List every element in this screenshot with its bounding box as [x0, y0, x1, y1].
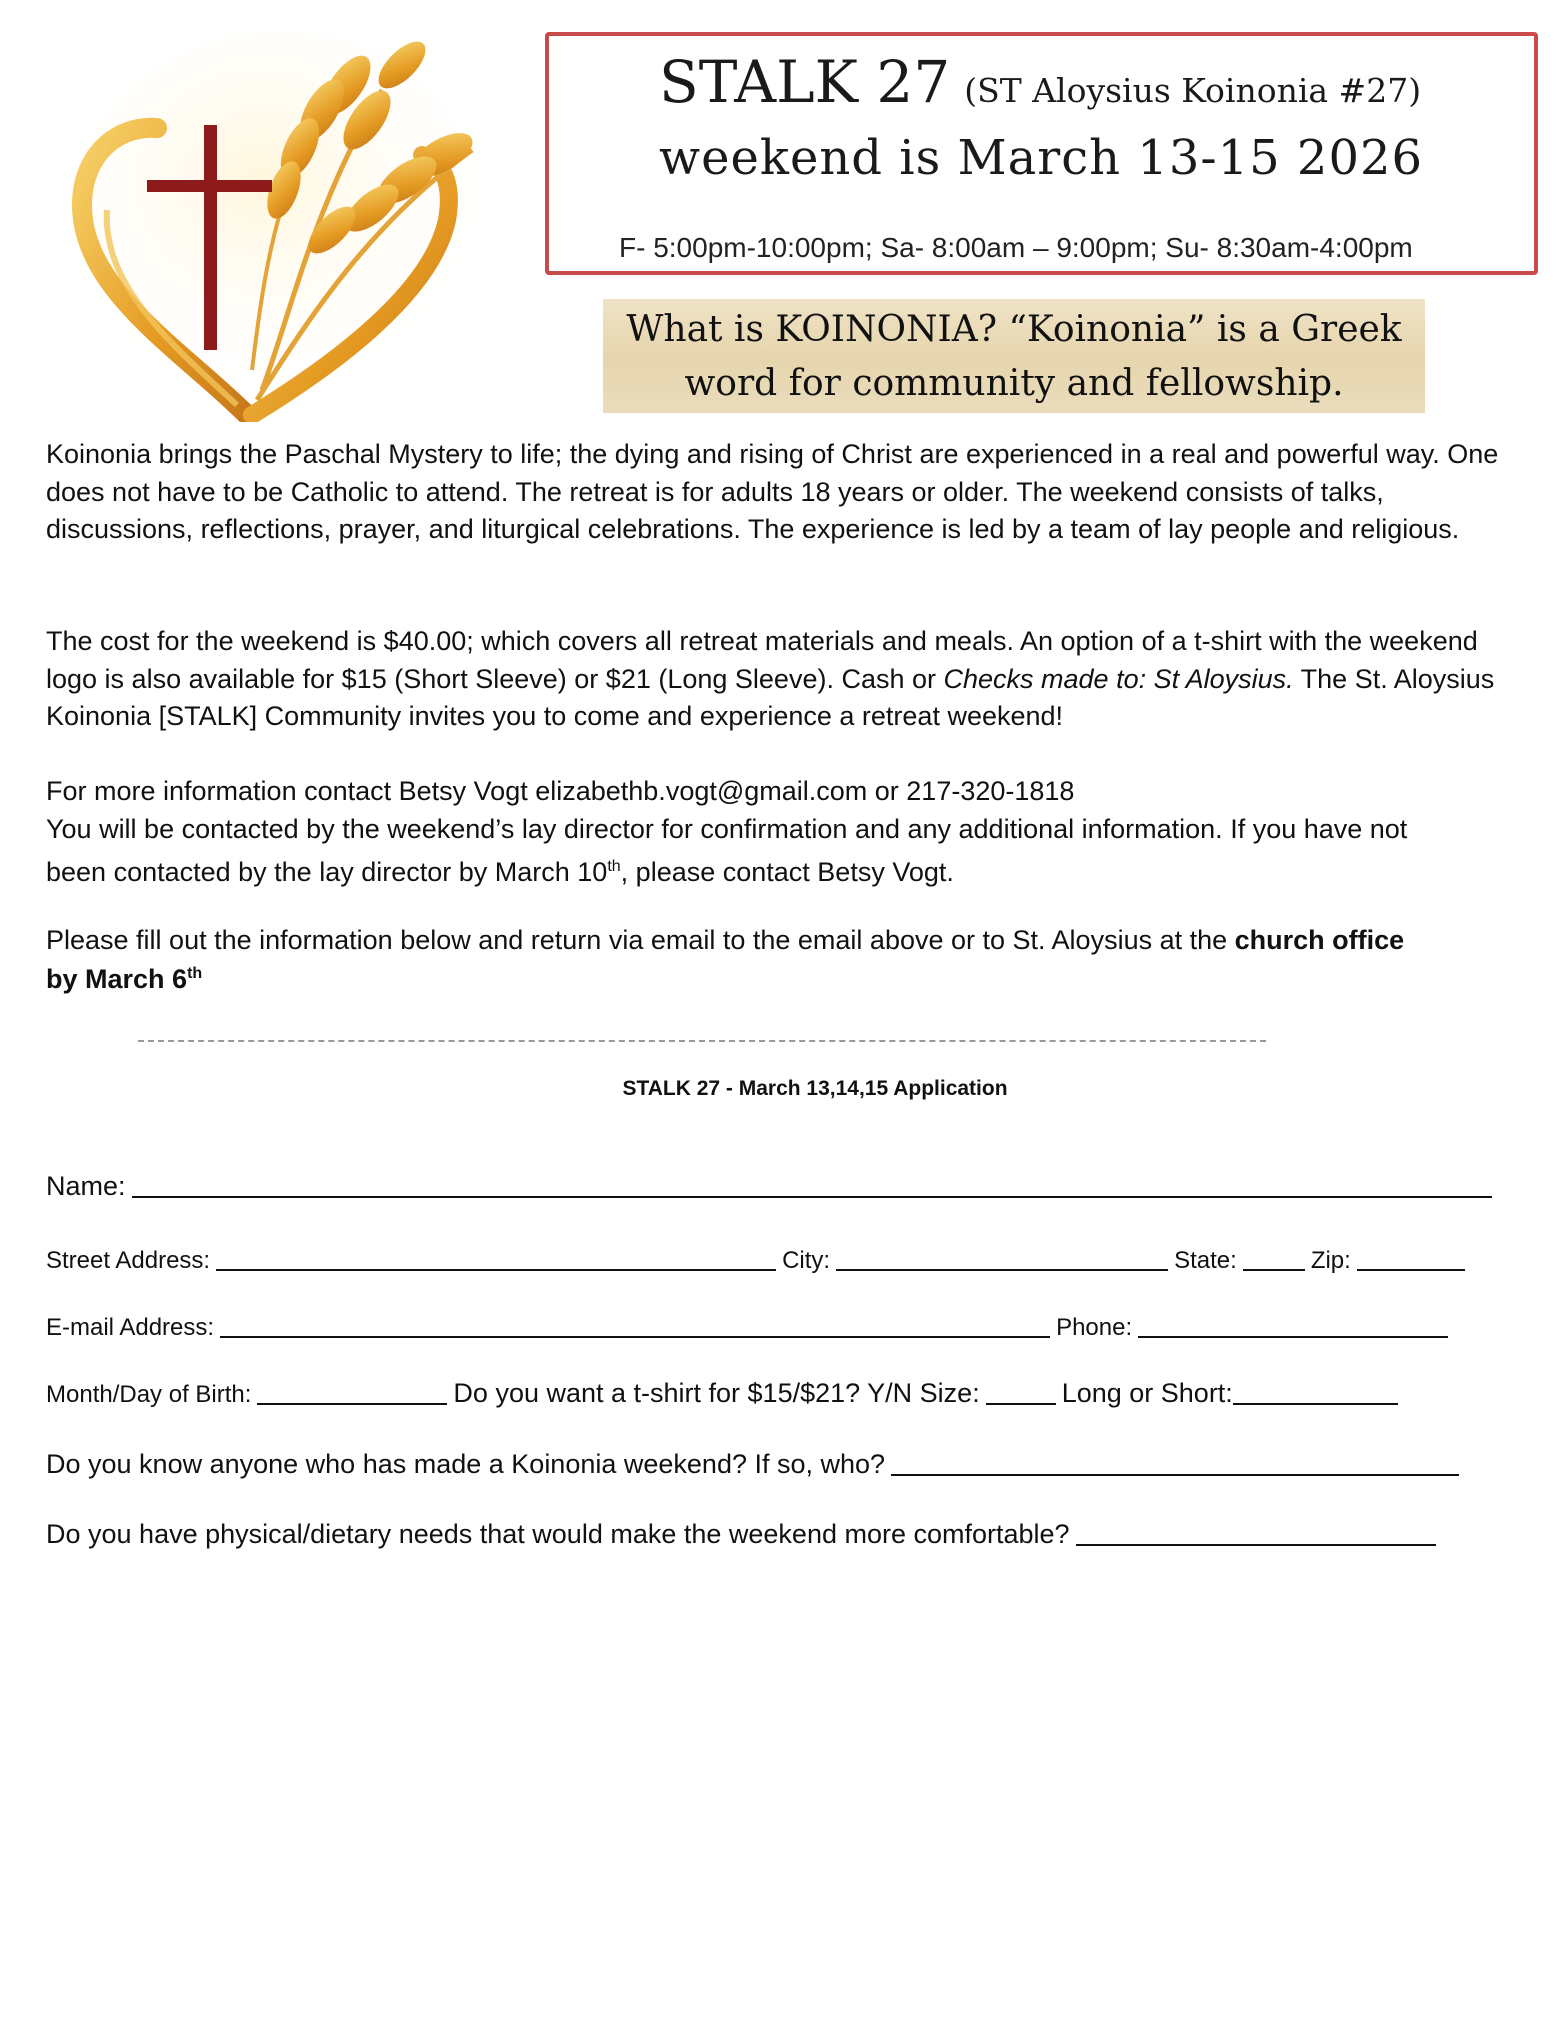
- koinonia-definition-box: [603, 299, 1425, 413]
- diet-field[interactable]: [1076, 1518, 1436, 1546]
- koinonia-line-2: word for community and fellowship.: [684, 363, 1344, 404]
- lay-director-line-2: [46, 854, 1506, 892]
- name-row: [46, 1162, 1516, 1202]
- dietary-needs-row: [46, 1510, 1516, 1550]
- zip-label: Zip:: [1310, 1247, 1351, 1274]
- cost-text-b: The St. Aloysius Koinonia [STALK] Community invites you to come and experience a retreat weekend!: [46, 663, 1495, 731]
- state-label: State:: [1174, 1247, 1237, 1274]
- return-instructions: [46, 922, 1506, 960]
- size-field[interactable]: [986, 1377, 1056, 1405]
- birth-field[interactable]: [257, 1377, 447, 1405]
- state-field[interactable]: [1243, 1243, 1305, 1271]
- title-main: STALK 27: [659, 48, 951, 116]
- birth-label: Month/Day of Birth:: [46, 1381, 252, 1408]
- contact-line: For more information contact Betsy Vogt elizabethb.vogt@gmail.com or 217-320-1818: [46, 776, 1075, 806]
- cost-paragraph: [46, 623, 1506, 736]
- email-field[interactable]: [220, 1310, 1050, 1338]
- birth-tshirt-row: [46, 1369, 1516, 1409]
- email-row: [46, 1302, 1516, 1342]
- title-sub: (ST Aloysius Koinonia #27): [964, 71, 1422, 110]
- return-deadline: [46, 961, 1506, 999]
- application-title: STALK 27 - March 13,14,15 Application: [622, 1077, 1008, 1100]
- phone-label: Phone:: [1056, 1314, 1133, 1341]
- know-anyone-row: [46, 1440, 1516, 1480]
- title-box: [545, 32, 1538, 275]
- koinonia-line-1: What is KOINONIA? “Koinonia” is a Greek: [626, 309, 1402, 350]
- weekend-line: weekend is March 13-15 2026: [659, 130, 1424, 186]
- schedule-line: F- 5:00pm-10:00pm; Sa- 8:00am – 9:00pm; Su- 8:30am-4:00pm: [619, 232, 1413, 263]
- long-short-label: Long or Short:: [1061, 1378, 1233, 1408]
- city-field[interactable]: [836, 1243, 1168, 1271]
- lay-director-sup: th: [607, 858, 621, 875]
- lay-director-text-b: , please contact Betsy Vogt.: [620, 857, 954, 887]
- deadline-text: by March 6: [46, 964, 188, 994]
- city-label: City:: [782, 1247, 831, 1274]
- cost-text-a: The cost for the weekend is $40.00; which covers all retreat materials and meals. An option of a t-shirt with the weekend logo is also available for $15 (Short Sleeve) or $21 (Long Sleeve). Cash or: [46, 626, 1478, 694]
- cut-line-divider: [138, 1040, 1266, 1042]
- zip-field[interactable]: [1357, 1243, 1465, 1271]
- koinonia-logo: [62, 30, 507, 422]
- address-row: [46, 1235, 1516, 1275]
- lay-director-text-a: been contacted by the lay director by March 10: [46, 857, 608, 887]
- cost-checks-note: Checks made to: St Aloysius.: [943, 663, 1294, 694]
- street-field[interactable]: [216, 1243, 776, 1271]
- name-label: Name:: [46, 1171, 126, 1201]
- diet-label: Do you have physical/dietary needs that would make the weekend more comfortable?: [46, 1519, 1070, 1549]
- phone-field[interactable]: [1138, 1310, 1448, 1338]
- know-label: Do you know anyone who has made a Koinonia weekend? If so, who?: [46, 1449, 886, 1479]
- know-field[interactable]: [891, 1448, 1459, 1476]
- name-field[interactable]: [132, 1170, 1492, 1198]
- deadline-sup: th: [187, 965, 203, 982]
- lay-director-line: You will be contacted by the weekend’s lay director for confirmation and any additional information. If you have not: [46, 814, 1408, 844]
- long-short-field[interactable]: [1233, 1377, 1398, 1405]
- street-label: Street Address:: [46, 1247, 211, 1274]
- title-main-line: [659, 48, 1421, 116]
- return-text: Please fill out the information below and return via email to the email above or to St. Aloysius at the: [46, 925, 1235, 955]
- tshirt-label: Do you want a t-shirt for $15/$21? Y/N Size:: [453, 1378, 980, 1408]
- church-office: church office: [1234, 925, 1405, 955]
- email-label: E-mail Address:: [46, 1314, 215, 1341]
- intro-paragraph: Koinonia brings the Paschal Mystery to life; the dying and rising of Christ are experienced in a real and powerful way. One does not have to be Catholic to attend. The retreat is for adults 18 years or older. The weekend consists of talks, discussions, reflections, prayer, and liturgical celebrations. The experience is led by a team of lay people and religious.: [46, 439, 1499, 544]
